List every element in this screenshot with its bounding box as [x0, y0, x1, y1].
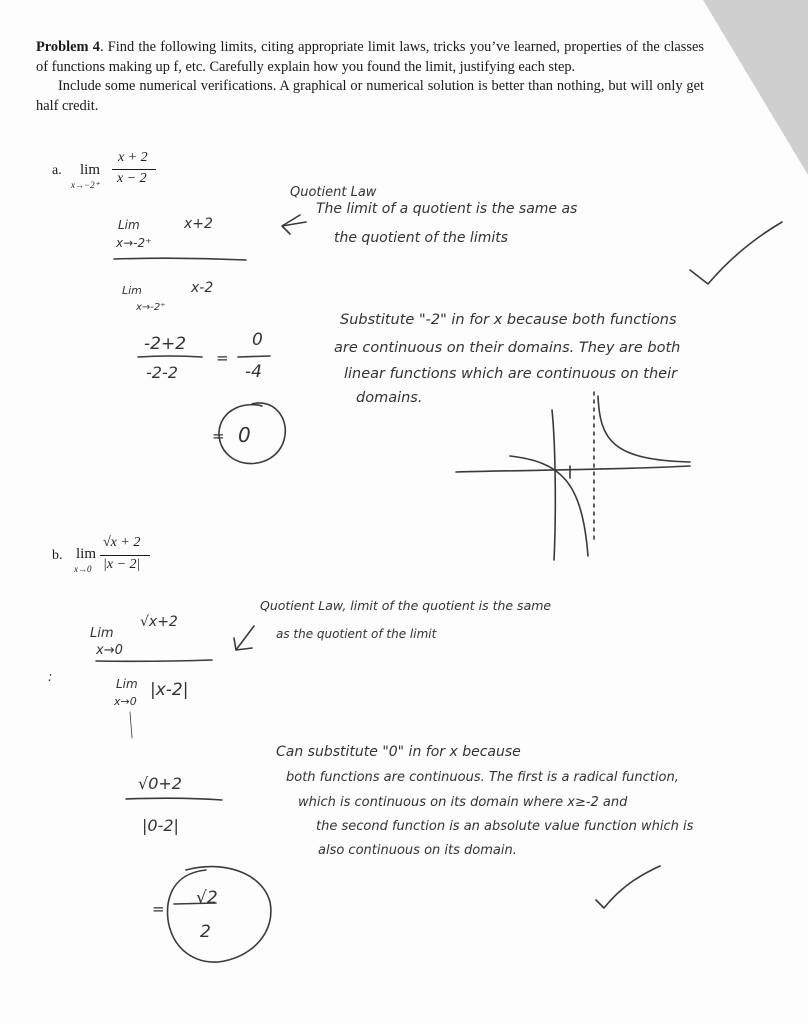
lim-word: lim	[76, 546, 97, 562]
hw-lim-top: Lim	[90, 626, 114, 641]
hw-subscript-top: x→-2⁺	[116, 236, 152, 250]
substitution-denominator: |0-2|	[142, 816, 179, 835]
guide-mark	[130, 712, 132, 738]
checkmark-icon	[690, 222, 782, 284]
graph	[456, 392, 690, 560]
fraction-denominator: x − 2	[117, 171, 147, 186]
hw-denominator: |x-2|	[150, 680, 189, 700]
answer-circle	[168, 867, 271, 963]
explanation-line3: which is continuous on its domain where x≥-2 and	[298, 795, 628, 810]
y-axis	[552, 410, 555, 560]
fraction-denominator: |x − 2|	[103, 557, 141, 572]
answer-denominator: 2	[200, 922, 211, 942]
part-b-label: b.	[52, 548, 63, 563]
hw-subscript-top: x→0	[96, 643, 123, 658]
explanation-line5: also continuous on its domain.	[318, 843, 517, 858]
lim-word: lim	[80, 162, 101, 178]
curve-right-branch	[598, 396, 690, 462]
result-denominator: -4	[245, 362, 262, 382]
law-text-line1: The limit of a quotient is the same as	[316, 201, 578, 217]
fraction-numerator: √x + 2	[103, 535, 141, 550]
problem-heading: Problem 4	[36, 39, 100, 55]
explanation-line2: are continuous on their domains. They are both	[334, 340, 681, 356]
answer-equals: =	[152, 900, 165, 918]
equals-sign: =	[216, 349, 229, 367]
hw-subscript-bottom: x→0	[114, 695, 137, 708]
result-numerator: 0	[252, 330, 263, 350]
problem-text: . Find the following limits, citing appropriate limit laws, tricks you’ve learned, properties of the classes of functions making up f, etc. Carefully explain how you found the limit, justifying each step.	[36, 39, 704, 75]
fraction-numerator: x + 2	[118, 150, 148, 165]
answer-equals: =	[212, 427, 225, 445]
lim-subscript: x→−2⁺	[71, 180, 100, 190]
hw-numerator: x+2	[184, 216, 213, 232]
explanation-line4: the second function is an absolute value function which is	[316, 819, 694, 834]
answer-bar	[174, 903, 216, 904]
part-a-label: a.	[52, 163, 62, 178]
explanation-line1: Substitute "-2" in for x because both functions	[340, 312, 677, 328]
law-title: Quotient Law	[290, 185, 377, 200]
hw-lim-bottom: Lim	[116, 677, 138, 691]
law-text-line2: the quotient of the limits	[334, 230, 509, 246]
lim-subscript: x→0	[74, 564, 92, 574]
explanation-line3: linear functions which are continuous on their	[344, 366, 678, 382]
x-axis	[456, 466, 690, 472]
hw-numerator: √x+2	[140, 614, 178, 630]
substitution-bar	[126, 798, 222, 800]
substitution-denominator: -2-2	[146, 363, 178, 382]
hw-denominator: x-2	[191, 280, 214, 296]
substitution-bar	[138, 356, 202, 357]
substitution-numerator: -2+2	[144, 334, 187, 354]
hw-lim-bottom: Lim	[122, 284, 142, 297]
result-bar	[238, 356, 270, 357]
answer-value: 0	[238, 423, 251, 447]
law-arrow-icon	[282, 215, 306, 234]
law-text-line1: Quotient Law, limit of the quotient is the same	[260, 598, 552, 613]
explanation-line1: Can substitute "0" in for x because	[276, 744, 521, 760]
hw-lim-top: Lim	[118, 218, 140, 232]
explanation-line2: both functions are continuous. The first is a radical function,	[286, 770, 679, 785]
law-text-line2: as the quotient of the limit	[276, 627, 437, 641]
explanation-line4: domains.	[356, 390, 423, 406]
answer-numerator: √2	[196, 888, 218, 908]
substitution-numerator: √0+2	[138, 774, 182, 793]
hw-subscript-bottom: x→-2⁺	[136, 302, 166, 313]
hw-fraction-bar	[96, 660, 212, 661]
answer-circle	[219, 403, 285, 464]
hw-side-mark: :	[48, 670, 53, 685]
law-arrow-icon	[234, 626, 254, 650]
checkmark-icon	[596, 866, 660, 908]
problem-note: Include some numerical verifications. A graphical or numerical solution is better than nothing, but will only get half credit.	[36, 78, 704, 114]
hw-fraction-bar	[114, 258, 246, 260]
